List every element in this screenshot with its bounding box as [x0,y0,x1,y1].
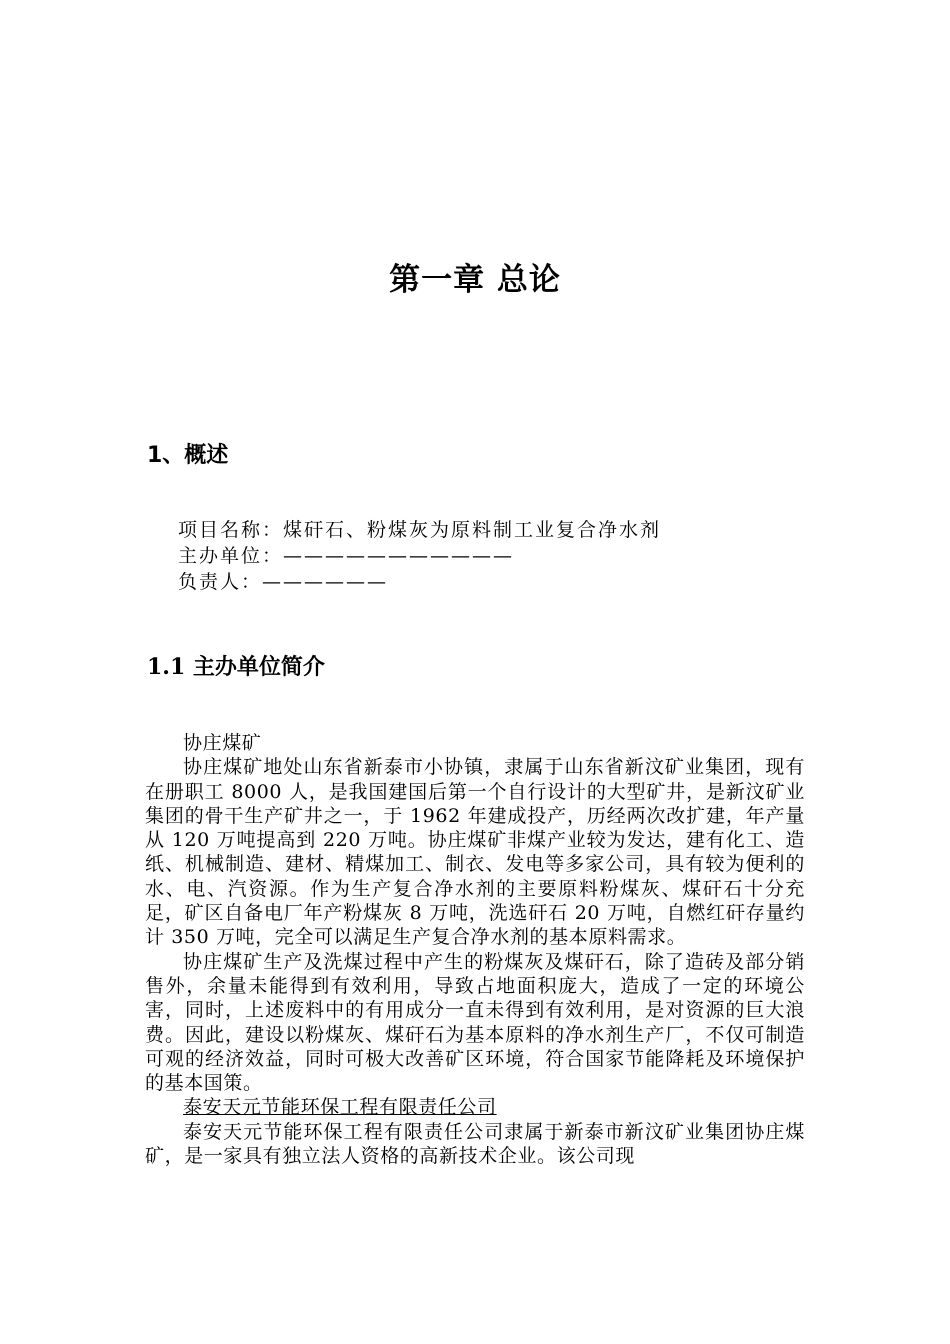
subheading-tianyuan-company [145,1095,805,1119]
chapter-title: 第一章 总论 [389,262,561,298]
body-text [145,731,805,1168]
section-heading-overview: 1、概述 [147,443,229,468]
company-name-underlined: 泰安天元节能环保工程有限责任公司 [183,1096,497,1119]
project-name-line: 项目名称：煤矸石、粉煤灰为原料制工业复合净水剂 [178,519,662,541]
project-info-block [178,517,661,595]
paragraph-company-intro: 泰安天元节能环保工程有限责任公司隶属于新泰市新汶矿业集团协庄煤矿，是一家具有独立法人资格的高新技术企业。该公司现 [145,1120,805,1168]
paragraph-mine-overview: 协庄煤矿地处山东省新泰市小协镇，隶属于山东省新汶矿业集团，现有在册职工 8000 人，是我国建国后第一个自行设计的大型矿井，是新汶矿业集团的骨干生产矿井之一，于 1962 年建成投产，历经两次改扩建，年产量从 120 万吨提高到 220 万吨。协庄煤矿非煤产业较为发达，建有化工、造纸、机械制造、建材、精煤加工、制衣、发电等多家公司，具有较为便利的水、电、汽资源。作为生产复合净水剂的主要原料粉煤灰、煤矸石十分充足，矿区自备电厂年产粉煤灰 8 万吨，洗选矸石 20 万吨，自燃红矸存量约计 350 万吨，完全可以满足生产复合净水剂的基本原料需求。 [145,756,805,949]
responsible-line: 负责人：—————— [178,571,389,593]
sponsor-line: 主办单位：——————————— [178,545,515,567]
subheading-xiezhuang-mine: 协庄煤矿 [183,732,262,754]
paragraph-waste-utilization: 协庄煤矿生产及洗煤过程中产生的粉煤灰及煤矸石，除了造砖及部分销售外，余量未能得到有效利用，导致占地面积庞大，造成了一定的环境公害，同时，上述废料中的有用成分一直未得到有效利用，是对资源的巨大浪费。因此，建设以粉煤灰、煤矸石为基本原料的净水剂生产厂，不仅可制造可观的经济效益，同时可极大改善矿区环境，符合国家节能降耗及环境保护的基本国策。 [145,950,805,1095]
section-heading-sponsor-intro: 1.1 主办单位简介 [147,654,325,680]
